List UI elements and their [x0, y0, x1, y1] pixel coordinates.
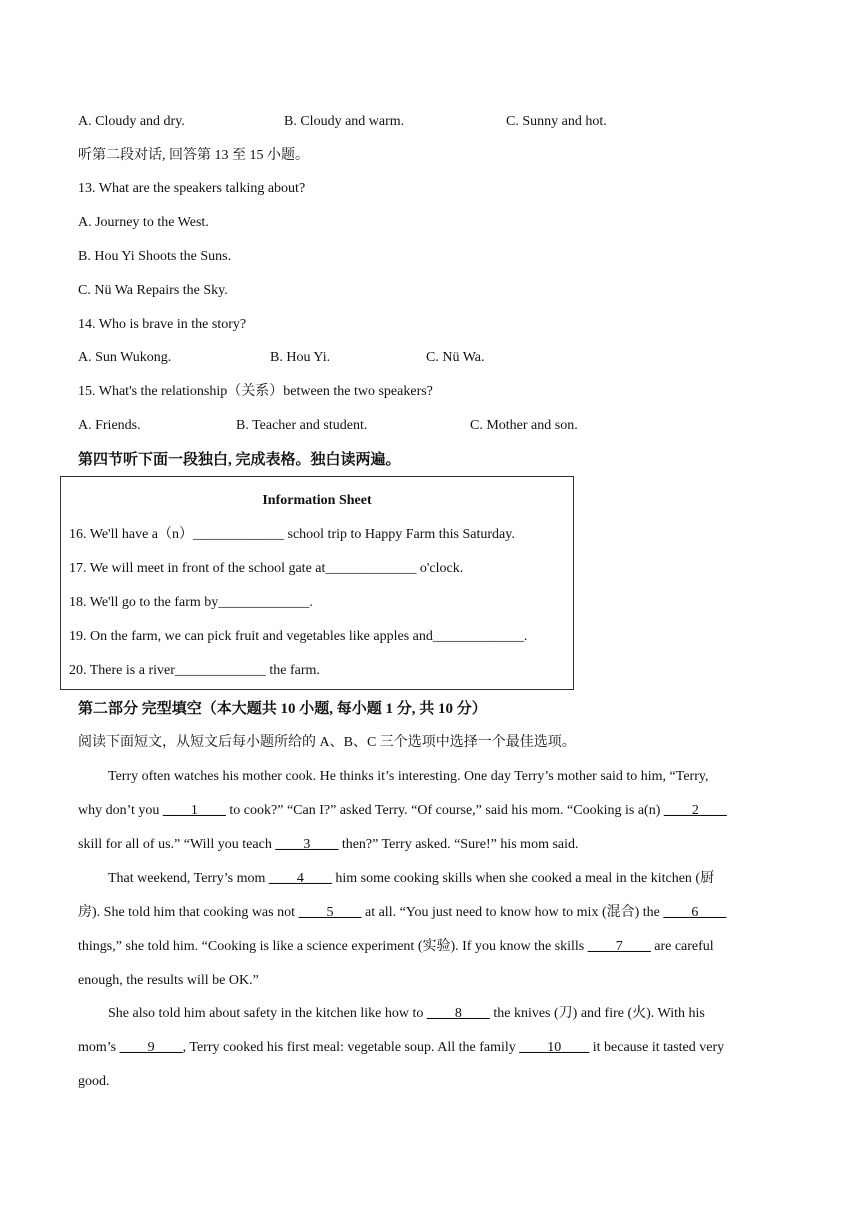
passage-text: the knives (刀) and fire (火). With his: [489, 1006, 705, 1021]
passage-p1-line1: Terry often watches his mother cook. He thinks it’s interesting. One day Terry’s mother said to him, “Terry,: [108, 769, 709, 784]
section2-instruction: 听第二段对话, 回答第 13 至 15 小题。: [78, 148, 309, 163]
blank-2: ____2____: [663, 803, 727, 818]
q12-option-c: C. Sunny and hot.: [506, 114, 607, 129]
passage-p3-line1: [108, 1004, 705, 1024]
q14-option-b: B. Hou Yi.: [270, 350, 331, 365]
passage-text: it because it tasted very: [589, 1040, 725, 1055]
passage-p3-line3: good.: [78, 1074, 110, 1089]
passage-text: then?” Terry asked. “Sure!” his mom said.: [338, 837, 579, 852]
passage-p2-line3: [78, 937, 714, 957]
passage-text: mom’s: [78, 1040, 120, 1055]
blank-4: ____4____: [268, 871, 332, 886]
q12-option-b: B. Cloudy and warm.: [284, 114, 405, 129]
q14-option-a: A. Sun Wukong.: [78, 350, 172, 365]
q13-question: 13. What are the speakers talking about?: [78, 181, 306, 196]
part2-heading: 第二部分 完型填空（本大题共 10 小题, 每小题 1 分, 共 10 分）: [78, 701, 487, 717]
q12-option-a: A. Cloudy and dry.: [78, 114, 185, 129]
passage-text: him some cooking skills when she cooked a meal in the kitchen (厨: [331, 871, 715, 886]
info-line-16: 16. We'll have a（n）_____________ school trip to Happy Farm this Saturday.: [69, 527, 515, 542]
passage-text: skill for all of us.” “Will you teach: [78, 837, 276, 852]
passage-p1-line2: [78, 801, 727, 821]
passage-text: , Terry cooked his first meal: vegetable soup. All the family: [182, 1040, 520, 1055]
passage-p3-line2: [78, 1038, 724, 1058]
info-line-19: 19. On the farm, we can pick fruit and vegetables like apples and_____________.: [69, 629, 528, 644]
section4-heading: 第四节听下面一段独白, 完成表格。独白读两遍。: [78, 452, 401, 468]
q13-option-a: A. Journey to the West.: [78, 215, 209, 230]
q15-option-a: A. Friends.: [78, 418, 141, 433]
passage-text: things,” she told him. “Cooking is like a science experiment (实验). If you know the skills: [78, 939, 588, 954]
passage-p1-line3: [78, 835, 579, 855]
blank-9: ____9____: [119, 1040, 183, 1055]
blank-7: ____7____: [587, 939, 651, 954]
information-sheet: [60, 476, 574, 690]
q14-option-c: C. Nü Wa.: [426, 350, 485, 365]
blank-5: ____5____: [298, 905, 362, 920]
passage-p2-line1: [108, 869, 714, 889]
passage-text: That weekend, Terry’s mom: [108, 871, 269, 886]
blank-8: ____8____: [426, 1006, 490, 1021]
blank-1: ____1____: [162, 803, 226, 818]
q14-question: 14. Who is brave in the story?: [78, 317, 247, 332]
passage-text: to cook?” “Can I?” asked Terry. “Of course,” said his mom. “Cooking is a(n): [225, 803, 664, 818]
passage-p2-line4: enough, the results will be OK.”: [78, 973, 259, 988]
passage-text: why don’t you: [78, 803, 163, 818]
info-line-17: 17. We will meet in front of the school gate at_____________ o'clock.: [69, 561, 464, 576]
info-line-20: 20. There is a river_____________ the farm.: [69, 663, 320, 678]
passage-text: at all. “You just need to know how to mix (混合) the: [361, 905, 664, 920]
info-line-18: 18. We'll go to the farm by_____________.: [69, 595, 313, 610]
blank-6: ____6____: [663, 905, 727, 920]
blank-3: ____3____: [275, 837, 339, 852]
q15-option-b: B. Teacher and student.: [236, 418, 368, 433]
part2-instruction: 阅读下面短文，从短文后每小题所给的 A、B、C 三个选项中选择一个最佳选项。: [78, 735, 576, 750]
blank-10: ____10____: [519, 1040, 590, 1055]
q15-option-c: C. Mother and son.: [470, 418, 578, 433]
passage-text: are careful: [650, 939, 714, 954]
information-sheet-title: Information Sheet: [262, 493, 372, 508]
passage-text: 房). She told him that cooking was not: [78, 905, 299, 920]
passage-text: She also told him about safety in the kitchen like how to: [108, 1006, 427, 1021]
q15-question: 15. What's the relationship（关系）between the two speakers?: [78, 384, 433, 399]
passage-p2-line2: [78, 903, 726, 923]
q13-option-b: B. Hou Yi Shoots the Suns.: [78, 249, 232, 264]
q13-option-c: C. Nü Wa Repairs the Sky.: [78, 283, 228, 298]
